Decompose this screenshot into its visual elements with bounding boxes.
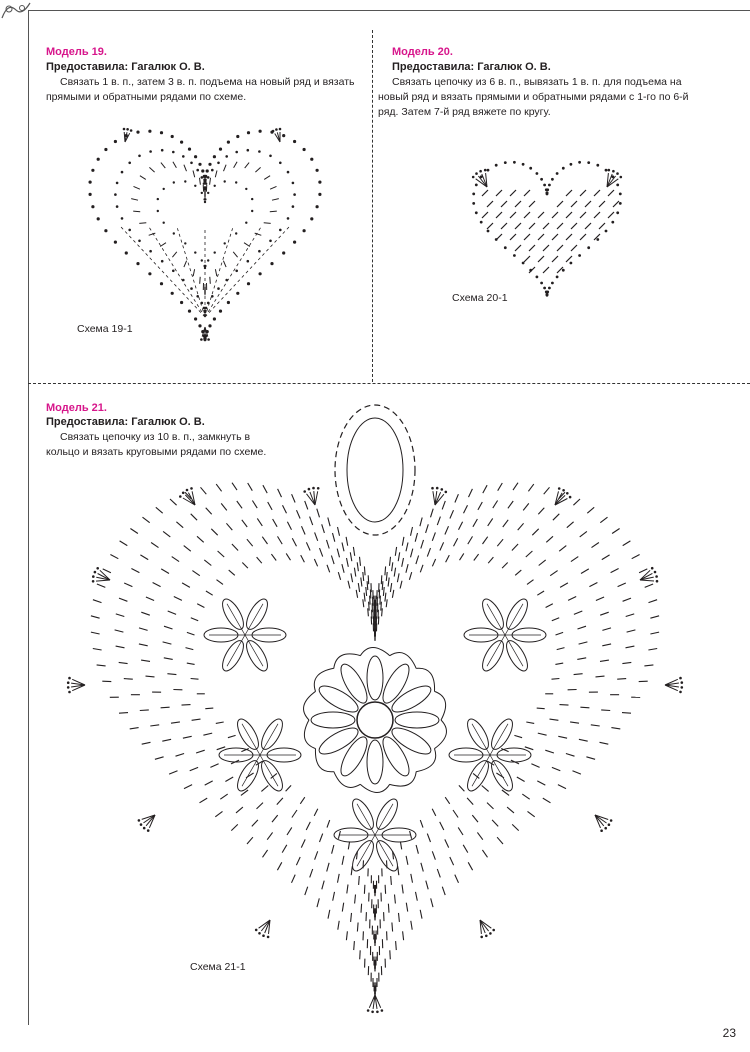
scheme-20-1-label: Схема 20-1 <box>452 292 508 304</box>
model-21-title: Модель 21. <box>46 402 107 414</box>
page-frame-left <box>28 10 29 1025</box>
model-20-title: Модель 20. <box>392 46 453 58</box>
scheme-21-1-chart <box>60 395 690 1015</box>
model-19-description: Связать 1 в. п., затем 3 в. п. подъема на новый ряд и вязать прямыми и обратными рядами по схеме. <box>46 76 355 103</box>
model-20-credit: Предоставила: Гагалюк О. В. <box>392 61 551 73</box>
scheme-21-1-pattern <box>67 405 683 1013</box>
scheme-19-1-chart <box>70 122 340 347</box>
scheme-20-1-chart <box>455 155 640 310</box>
scheme-19-1-pattern <box>89 128 322 342</box>
model-20-description: Связать цепочку из 6 в. п., вывязать 1 в. п. для подъема на новый ряд и вязать прямыми и обратными рядами с 1-го по 6-й ряд. Затем 7-й ряд вяжете по кругу. <box>378 76 689 118</box>
model-19-credit: Предоставила: Гагалюк О. В. <box>46 61 205 73</box>
scheme-21-1-label: Схема 21-1 <box>190 961 246 973</box>
section-divider-horizontal <box>28 383 750 384</box>
section-divider-vertical <box>372 30 373 382</box>
model-21-credit: Предоставила: Гагалюк О. В. <box>46 416 205 428</box>
model-19-title: Модель 19. <box>46 46 107 58</box>
model-21-description: Связать цепочку из 10 в. п., замкнуть в кольцо и вязать круговыми рядами по схеме. <box>46 431 267 458</box>
scheme-20-1-pattern <box>472 161 622 297</box>
page-number: 23 <box>722 1026 736 1040</box>
scheme-19-1-label: Схема 19-1 <box>77 323 133 335</box>
page-frame-top <box>28 10 750 11</box>
